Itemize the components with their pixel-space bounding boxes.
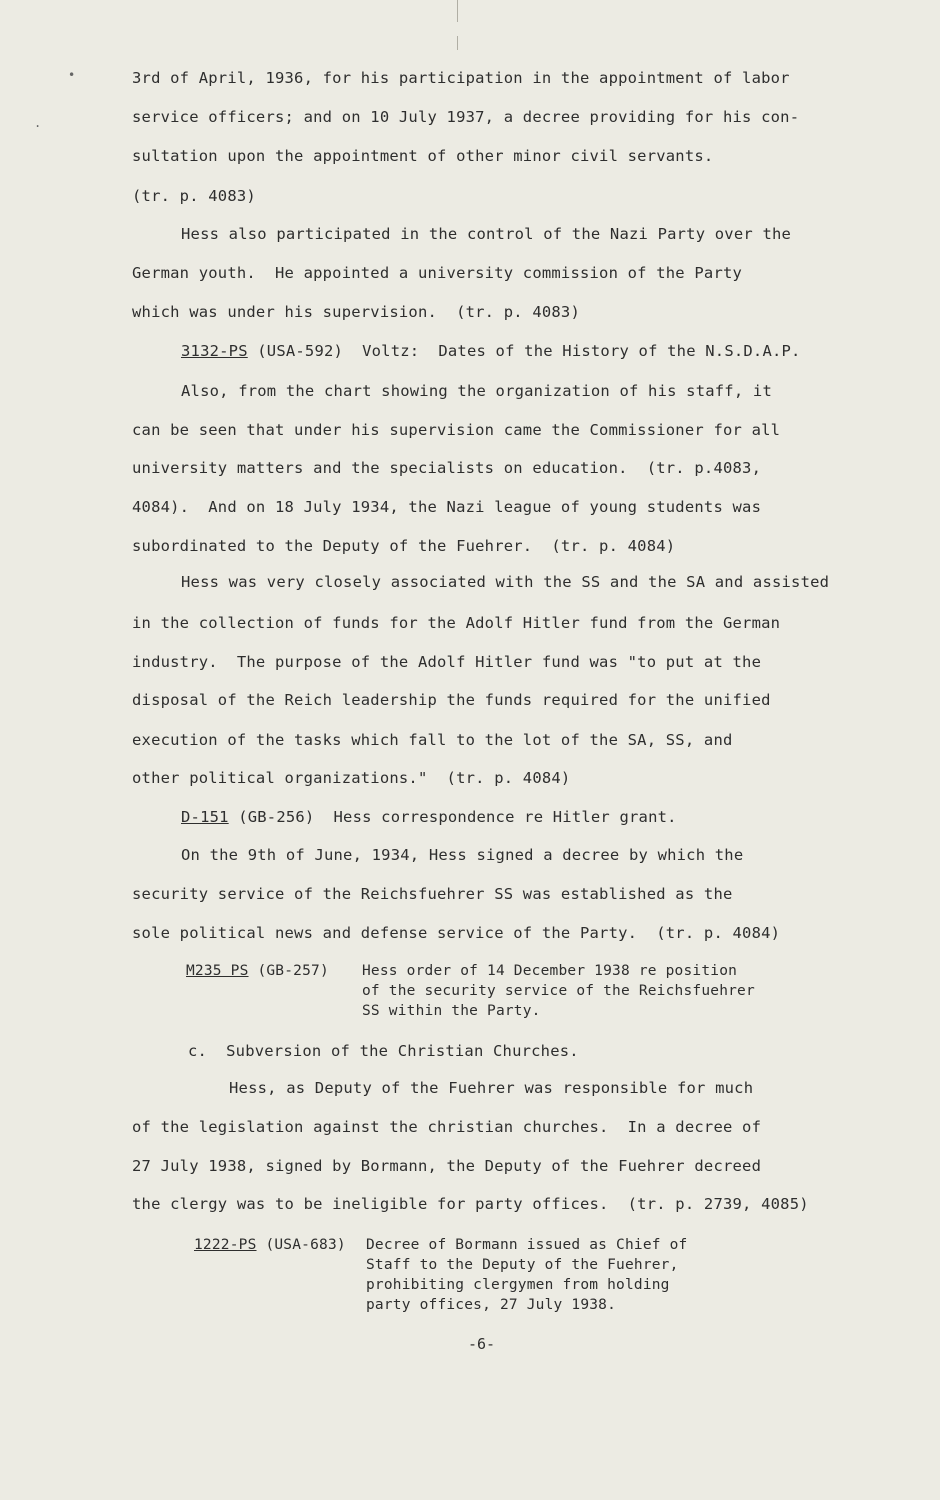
text-line: other political organizations." (tr. p. 4084) <box>132 769 571 787</box>
exhibit-description: party offices, 27 July 1938. <box>366 1297 617 1313</box>
text-line: subordinated to the Deputy of the Fuehrer. (tr. p. 4084) <box>132 537 676 555</box>
text-line: Hess was very closely associated with the SS and the SA and assisted <box>181 573 830 591</box>
text-line: of the legislation against the christian churches. In a decree of <box>132 1118 762 1136</box>
text-line: 27 July 1938, signed by Bormann, the Deputy of the Fuehrer decreed <box>132 1157 762 1175</box>
exhibit-ref: D-151 <box>181 808 229 826</box>
margin-speck: . <box>34 116 42 130</box>
exhibit-description: of the security service of the Reichsfuehrer <box>362 983 755 999</box>
text-line: university matters and the specialists on education. (tr. p.4083, <box>132 459 762 477</box>
text-line: the clergy was to be ineligible for party offices. (tr. p. 2739, 4085) <box>132 1195 809 1213</box>
text-line: in the collection of funds for the Adolf Hitler fund from the German <box>132 614 781 632</box>
text-line: Hess also participated in the control of the Nazi Party over the <box>181 225 792 243</box>
text-line: German youth. He appointed a university commission of the Party <box>132 264 743 282</box>
text-line: sultation upon the appointment of other minor civil servants. <box>132 147 714 165</box>
exhibit-code: (USA-683) <box>256 1237 346 1253</box>
text-line: On the 9th of June, 1934, Hess signed a decree by which the <box>181 846 744 864</box>
exhibit-description: SS within the Party. <box>362 1003 541 1019</box>
text-line: which was under his supervision. (tr. p. 4083) <box>132 303 580 321</box>
text-line: security service of the Reichsfuehrer SS was established as the <box>132 885 733 903</box>
exhibit-ref: 3132-PS <box>181 342 248 360</box>
text-line: Also, from the chart showing the organization of his staff, it <box>181 382 772 400</box>
exhibit-description: Staff to the Deputy of the Fuehrer, <box>366 1257 679 1273</box>
text-line: execution of the tasks which fall to the lot of the SA, SS, and <box>132 731 733 749</box>
text-line: 3rd of April, 1936, for his participation in the appointment of labor <box>132 69 790 87</box>
fold-mark <box>457 0 458 22</box>
exhibit-ref: 1222-PS <box>194 1237 257 1253</box>
text-line: (tr. p. 4083) <box>132 187 256 205</box>
text-line: Hess, as Deputy of the Fuehrer was responsible for much <box>229 1079 754 1097</box>
exhibit-description: Hess order of 14 December 1938 re position <box>362 963 738 979</box>
text-line: disposal of the Reich leadership the funds required for the unified <box>132 691 771 709</box>
exhibit-citation <box>181 807 677 827</box>
text-line: sole political news and defense service of the Party. (tr. p. 4084) <box>132 924 781 942</box>
section-heading: c. Subversion of the Christian Churches. <box>188 1042 579 1060</box>
exhibit-description: (USA-592) Voltz: Dates of the History of the N.S.D.A.P. <box>247 342 801 360</box>
margin-speck: • <box>68 68 76 82</box>
exhibit-description: Decree of Bormann issued as Chief of <box>366 1237 688 1253</box>
text-line: service officers; and on 10 July 1937, a decree providing for his con- <box>132 108 800 126</box>
exhibit-citation <box>186 962 329 981</box>
page-number: -6- <box>468 1335 496 1353</box>
text-line: can be seen that under his supervision came the Commissioner for all <box>132 421 781 439</box>
text-line: 4084). And on 18 July 1934, the Nazi league of young students was <box>132 498 762 516</box>
exhibit-code: (GB-257) <box>248 963 329 979</box>
exhibit-citation <box>194 1236 346 1255</box>
exhibit-citation <box>181 341 801 361</box>
exhibit-description: (GB-256) Hess correspondence re Hitler grant. <box>228 808 677 826</box>
exhibit-ref: M235 PS <box>186 963 249 979</box>
exhibit-description: prohibiting clergymen from holding <box>366 1277 670 1293</box>
text-line: industry. The purpose of the Adolf Hitler fund was "to put at the <box>132 653 762 671</box>
fold-mark <box>457 36 458 50</box>
